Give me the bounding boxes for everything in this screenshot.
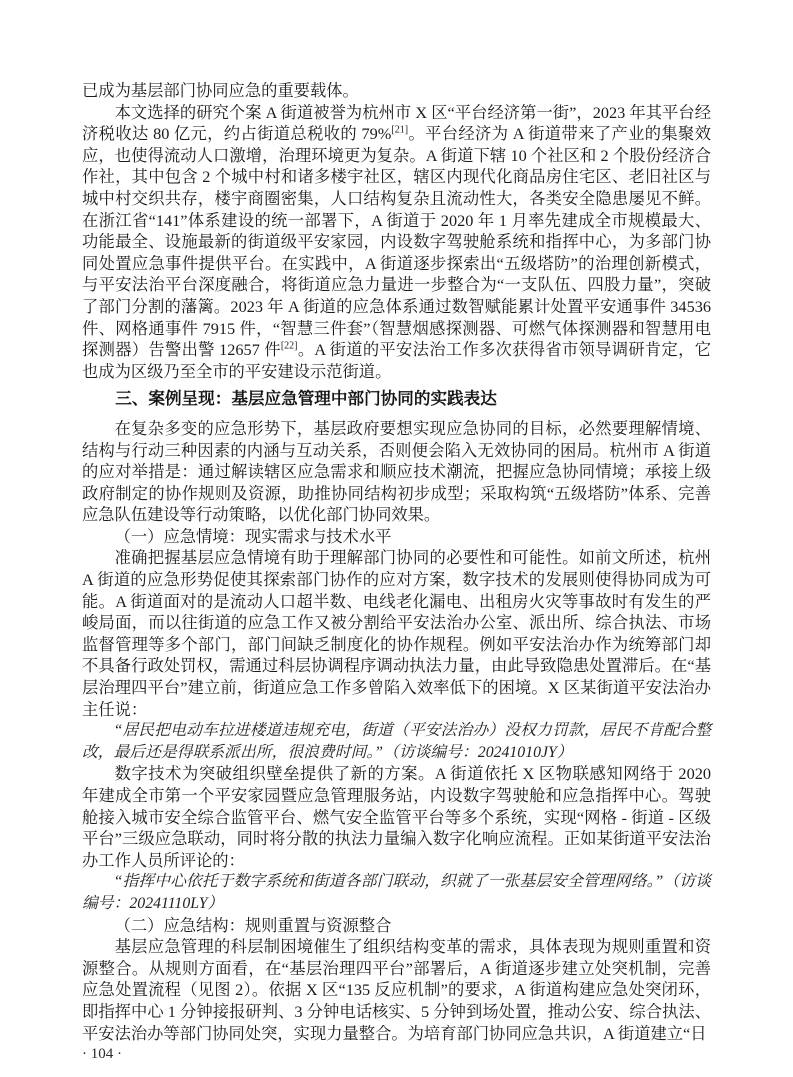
page-number: · 104 · [82,1046,122,1063]
paragraph-structure: 基层应急管理的科层制困境催生了组织结构变革的需求，具体表现为规则重置和资源整合。从规则方面看，在“基层治理四平台”部署后，A 街道逐步建立处突机制，完善应急处置流程（见图 2）。依据 X 区“135 反应机制”的要求，A 街道构建应急处突闭环，即指挥中心 1 分钟接报研判、3 分钟电话核实、5 分钟到场处置，推动公安、综合执法、平安法治办等部门协同处突，实现力量整合。为培育部门协同应急共识，A 街道建立“日 [82,937,711,1043]
paragraph-case-overview [82,102,711,383]
footnote-ref-21: [21] [391,124,409,136]
text-run: 本文选择的研究个案 A 街道被誉为杭州市 X 区“平台经济第一街”，2023 年其平台经济税收达 80 亿元，约占街道总税收的 79% [82,102,711,144]
interview-quote-1: “居民把电动车拉进楼道违规充电，街道（平安法治办）没权力罚款，居民不肯配合整改，最后还是得联系派出所，很浪费时间。”（访谈编号：20241010JY） [82,722,711,761]
paragraph-situation: 准确把握基层应急情境有助于理解部门协同的必要性和可能性。如前文所述，杭州 A 街道的应急形势促使其探索部门协作的应对方案，数字技术的发展则使得协同成为可能。A 街道面对的是流动人口超半数、电线老化漏电、出租房火灾等事故时有发生的严峻局面，而以往街道的应急工作又被分割给平安法治办公室、派出所、综合执法、市场监督管理等多个部门，部门间缺乏制度化的协作规程。例如平安法治办作为统筹部门却不具备行政处罚权，需通过科层协调程序调动执法力量，由此导致隐患处置滞后。在“基层治理四平台”建立前，街道应急工作多曾陷入效率低下的困境。X 区某街道平安法治办主任说： [82,548,711,719]
interview-quote-2: “指挥中心依托于数字系统和街道各部门联动，织就了一张基层安全管理网络。”（访谈编号：20241110LY） [82,873,711,912]
sub-heading-emergency-structure: （二）应急结构：规则重置与资源整合 [114,915,392,935]
sub-heading-emergency-situation: （一）应急情境：现实需求与技术水平 [114,526,392,546]
footnote-ref-22: [22] [280,340,298,352]
paragraph-digital-tech: 数字技术为突破组织壁垒提供了新的方案。A 街道依托 X 区物联感知网络于 2020 年建成全市第一个平安家园暨应急管理服务站，内设数字驾驶舱和应急指挥中心。驾驶舱接入城市安全综合监管平台、燃气安全监管平台等多个系统，实现“网格 - 街道 - 区级平台”三级应急联动，同时将分散的执法力量编入数字化响应流程。正如某街道平安法治办工作人员所评论的： [82,764,711,870]
text-run: 。平台经济为 A 街道带来了产业的集聚效应，也使得流动人口激增，治理环境更为复杂。A 街道下辖 10 个社区和 2 个股份经济合作社，其中包含 2 个城中村和诸多楼宇社区，辖区内现代化商品房住宅区、老旧社区与城中村交织共存，楼宇商圈密集，人口结构复杂且流动性大，各类安全隐患屡见不鲜。在浙江省“141”体系建设的统一部署下，A 街道于 2020 年 1 月率先建成全市规模最大、功能最全、设施最新的街道级平安家园，内设数字驾驶舱系统和指挥中心，为多部门协同处置应急事件提供平台。在实践中，A 街道逐步探索出“五级塔防”的治理创新模式，与平安法治平台深度融合，将街道应急力量进一步整合为“一支队伍、四股力量”，突破了部门分割的藩篱。2023 年 A 街道的应急体系通过数智赋能累计处置平安通事件 34536 件、网格通事件 7915 件，“智慧三件套”（智慧烟感探测器、可燃气体探测器和智慧用电探测器）告警出警 12657 件 [82,124,711,360]
section-heading-case-presentation: 三、案例呈现：基层应急管理中部门协同的实践表达 [115,389,497,409]
text-run: 。A 街道的平安法治工作多次获得省市领导调研肯定，它也成为区级乃至全市的平安建设示范街道。 [82,340,711,381]
paragraph-carryover: 已成为基层部门协同应急的重要载体。 [82,81,359,100]
paragraph-context: 在复杂多变的应急形势下，基层政府要想实现应急协同的目标，必然要理解情境、结构与行动三种因素的内涵与互动关系，否则便会陷入无效协同的困局。杭州市 A 街道的应对举措是：通过解读辖区应急需求和顺应技术潮流，把握应急协同情境；承接上级政府制定的协作规则及资源，助推协同结构初步成型；采取构筑“五级塔防”体系、完善应急队伍建设等行动策略，以优化部门协同效果。 [82,418,711,525]
